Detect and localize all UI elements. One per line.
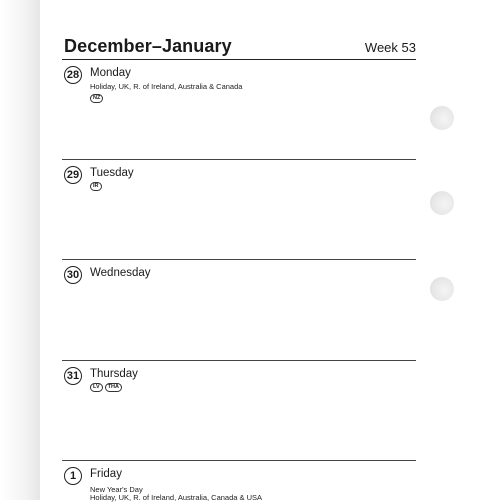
country-badges xyxy=(90,182,102,191)
day-note: New Year's Day xyxy=(90,485,143,494)
country-badge: THA xyxy=(105,383,122,392)
day-number-badge: 30 xyxy=(64,266,82,284)
day-number-badge: 29 xyxy=(64,166,82,184)
week-label: Week 53 xyxy=(364,40,416,55)
country-badges xyxy=(90,94,103,103)
day-note: Holiday, UK, R. of Ireland, Australia & Canada xyxy=(90,82,243,91)
day-name: Thursday xyxy=(90,368,138,380)
day-note: Holiday, UK, R. of Ireland, Australia, Canada & USA xyxy=(90,493,263,502)
day-divider xyxy=(62,460,416,461)
country-badge: LV xyxy=(90,383,103,392)
country-badges xyxy=(90,383,122,392)
day-name: Tuesday xyxy=(90,167,134,179)
country-badge: NZ xyxy=(90,94,103,103)
page-title: December–January xyxy=(64,36,232,56)
punch-hole xyxy=(430,106,454,130)
day-divider xyxy=(62,360,416,361)
day-name: Monday xyxy=(90,67,131,79)
page-edge-shadow xyxy=(0,0,40,500)
country-badge: IR xyxy=(90,182,102,191)
day-divider xyxy=(62,159,416,160)
day-name: Friday xyxy=(90,468,122,480)
punch-hole xyxy=(430,191,454,215)
day-number-badge: 28 xyxy=(64,66,82,84)
header-divider xyxy=(62,59,416,60)
day-number-badge: 31 xyxy=(64,367,82,385)
punch-hole xyxy=(430,277,454,301)
day-divider xyxy=(62,259,416,260)
day-number-badge: 1 xyxy=(64,467,82,485)
day-name: Wednesday xyxy=(90,267,151,279)
